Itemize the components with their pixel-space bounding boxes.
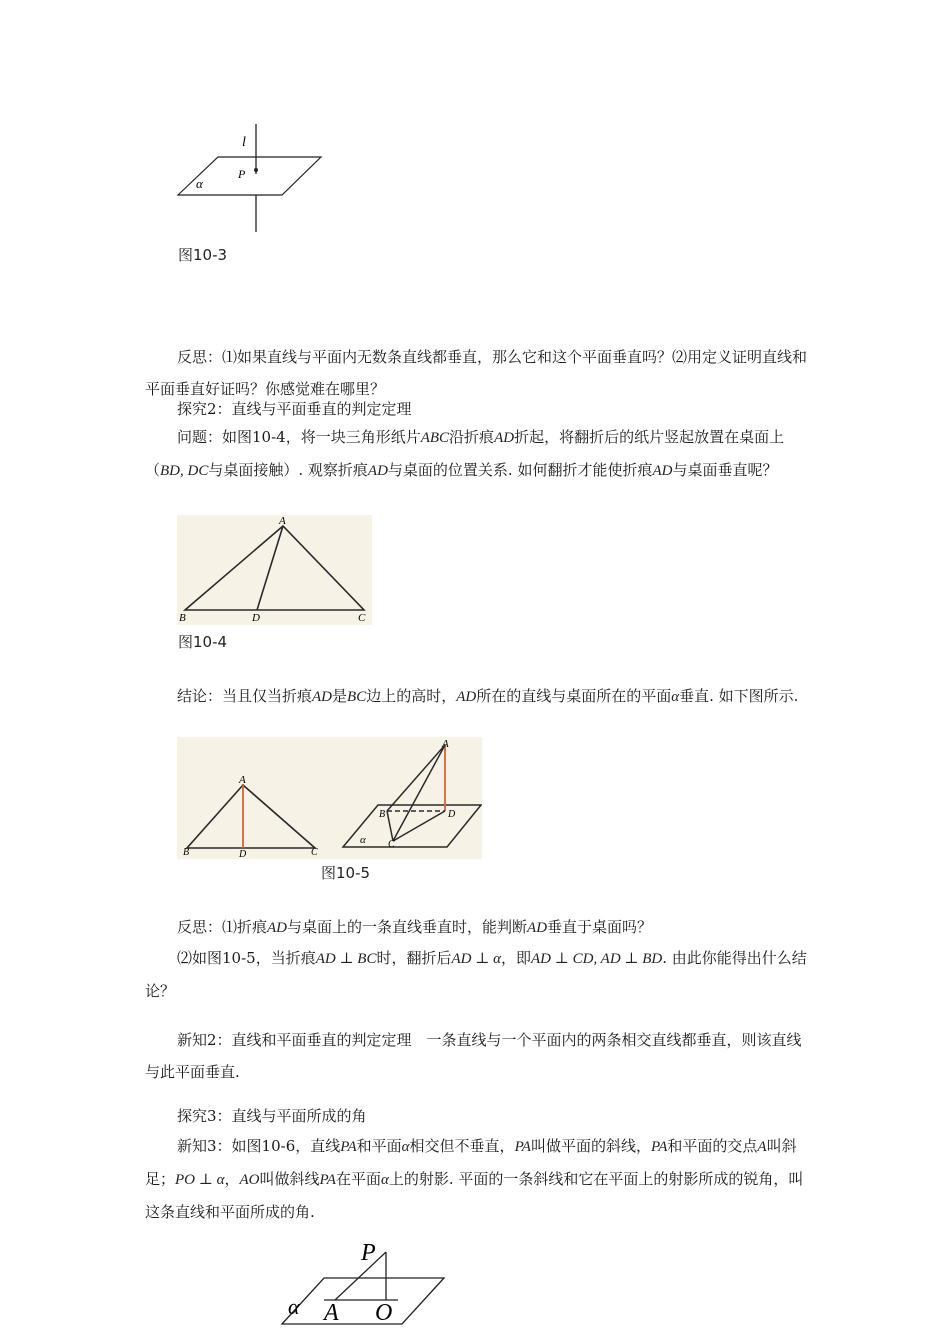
- label-alpha: α: [288, 1294, 300, 1319]
- fold-ad: [257, 526, 283, 610]
- label-c-right: C: [388, 839, 395, 850]
- label-a: A: [279, 515, 286, 527]
- figure-10-6: [272, 1232, 452, 1340]
- question-paragraph: 问题：如图10-4，将一块三角形纸片ABC沿折痕AD折起，将翻折后的纸片竖起放置在桌面上（BD, DC与桌面接触）. 观察折痕AD与桌面的位置关系. 如何翻折才能使折痕AD与桌面垂直呢？: [145, 428, 785, 479]
- explore-2-heading: 探究2：直线与平面垂直的判定定理: [177, 400, 412, 418]
- caption-10-5: 图10-5: [321, 864, 371, 882]
- reflection-2: 反思：⑴折痕AD与桌面上的一条直线垂直时，能判断AD垂直于桌面吗？: [177, 918, 653, 936]
- edge-bc: [387, 811, 393, 841]
- new-knowledge-3: 新知3：如图10-6，直线PA和平面α相交但不垂直，PA叫做平面的斜线，PA和平面的交点A叫斜足；PO ⊥ α，AO叫做斜线PA在平面α上的射影. 平面的一条斜线和它在平面上的射影所成的锐角，叫这条直线和平面所成的角.: [145, 1137, 804, 1221]
- point-p: [254, 168, 258, 172]
- label-a: A: [324, 1300, 339, 1326]
- label-c: C: [358, 612, 366, 624]
- figure-10-4: [177, 515, 372, 625]
- label-o: O: [375, 1300, 393, 1326]
- caption-10-3: 图10-3: [178, 246, 228, 264]
- label-b-right: B: [379, 809, 386, 820]
- label-alpha-right: α: [360, 834, 366, 846]
- figure-10-3: [170, 120, 340, 238]
- label-a-right: A: [442, 738, 449, 750]
- triangle-left: [187, 785, 315, 848]
- triangle-abc: [185, 526, 364, 610]
- new-knowledge-2: 新知2：直线和平面垂直的判定定理 一条直线与一个平面内的两条相交直线都垂直，则该直线与此平面垂直.: [145, 1031, 802, 1081]
- conclusion-paragraph: 结论：当且仅当折痕AD是BC边上的高时，AD所在的直线与桌面所在的平面α垂直. 如下图所示.: [177, 687, 799, 705]
- edge-ab: [387, 745, 445, 811]
- reflection-1: 反思：⑴如果直线与平面内无数条直线都垂直，那么它和这个平面垂直吗？⑵用定义证明直线和平面垂直好证吗？你感觉难在哪里？: [145, 348, 808, 398]
- figure-10-5: [177, 737, 482, 859]
- label-l: l: [242, 135, 246, 150]
- label-a-left: A: [239, 774, 246, 786]
- reflection-3: ⑵如图10-5，当折痕AD ⊥ BC时，翻折后AD ⊥ α，即AD ⊥ CD, AD ⊥ BD. 由此你能得出什么结论？: [145, 949, 807, 1000]
- explore-3-heading: 探究3：直线与平面所成的角: [177, 1107, 367, 1125]
- label-b: B: [179, 612, 186, 624]
- label-d: D: [252, 612, 260, 624]
- label-alpha: α: [196, 176, 203, 191]
- label-d-left: D: [239, 849, 247, 859]
- plane-alpha: [282, 1278, 444, 1324]
- label-d-right: D: [448, 809, 456, 820]
- label-p: P: [361, 1240, 376, 1266]
- label-c-left: C: [311, 847, 318, 858]
- label-b-left: B: [183, 847, 190, 858]
- caption-10-4: 图10-4: [178, 633, 228, 651]
- label-p: P: [238, 167, 246, 181]
